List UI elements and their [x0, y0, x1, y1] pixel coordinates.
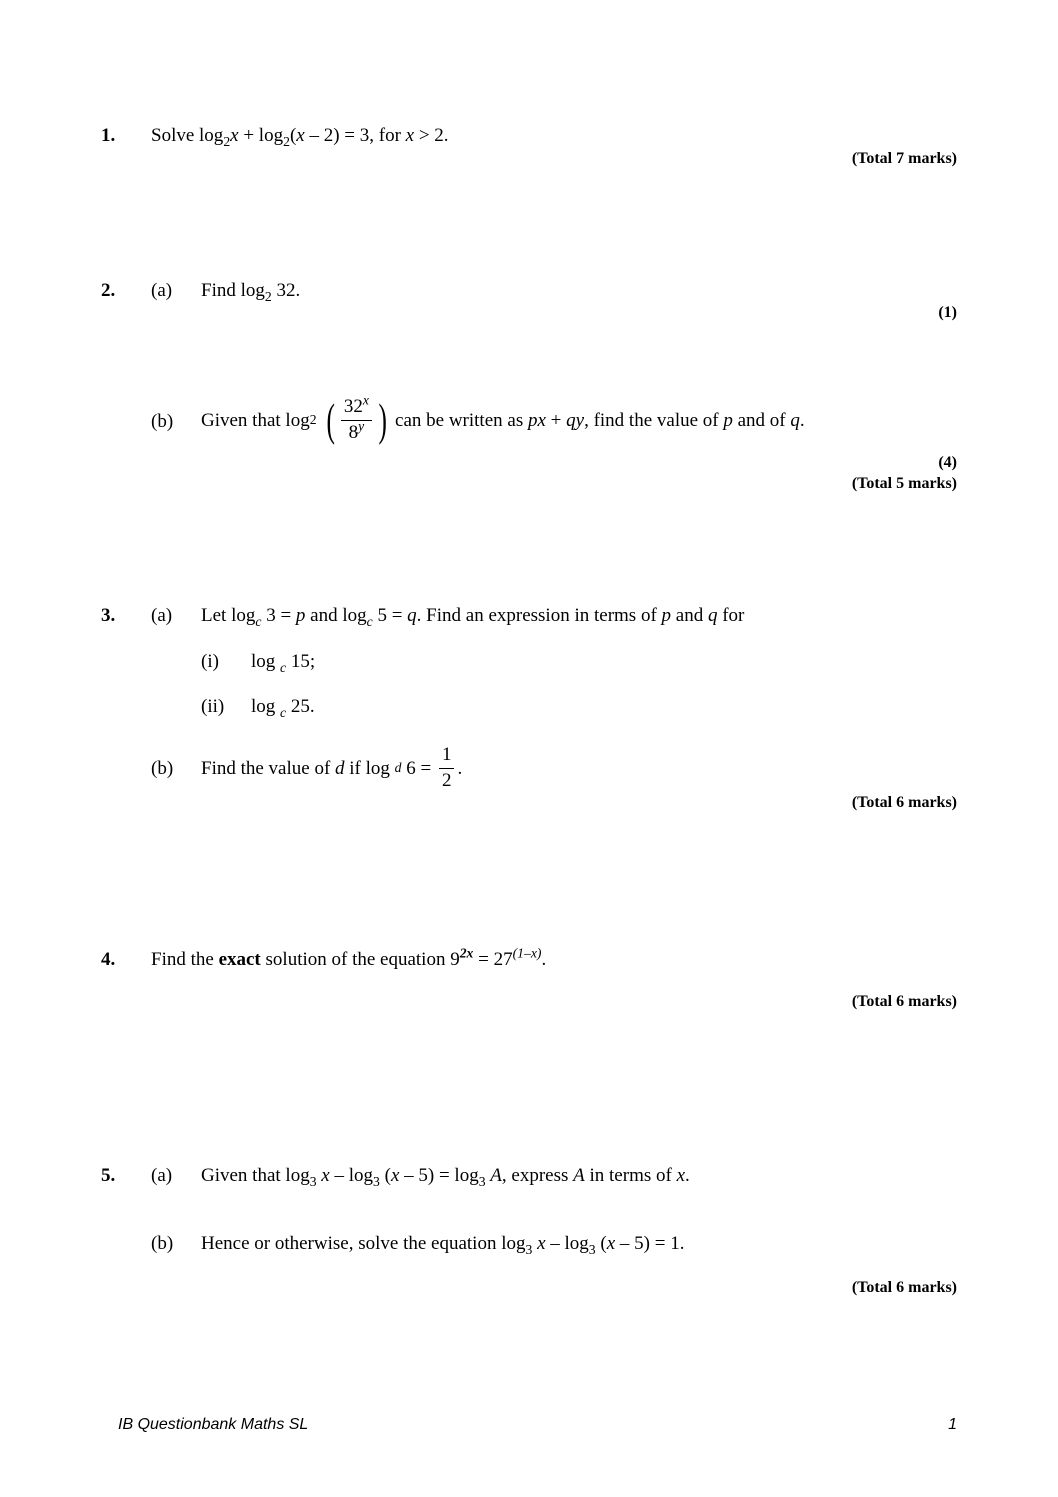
q3-i-label: (i)	[201, 651, 219, 672]
q2-b-p: p	[723, 409, 733, 431]
q4-exp1: 2x	[459, 945, 474, 961]
q3-a-c-2: c	[366, 613, 373, 629]
q5-b-x-2: x	[606, 1233, 616, 1254]
q2-b-post: , find the value of	[584, 409, 724, 431]
q2-b-pre: Given that log	[201, 409, 310, 431]
question-2-marks: (Total 5 marks)	[851, 475, 957, 492]
q1-x-3: x	[405, 125, 415, 146]
q3-b-eq: 6 =	[401, 757, 436, 779]
q2-a-marks: (1)	[938, 304, 957, 321]
q2-a-base: 2	[264, 288, 272, 304]
q1-plus-log: + log	[238, 125, 284, 146]
q1-solve: Solve log	[151, 125, 224, 146]
q3-ii-log: log	[251, 696, 281, 717]
q2-b-qy: qy	[566, 409, 585, 431]
question-5-number: 5.	[101, 1165, 116, 1186]
q2-b-numerator	[341, 392, 372, 421]
q5-b-text	[201, 1233, 685, 1257]
q5-a-minus: – log	[329, 1165, 374, 1186]
q3-i-text	[251, 651, 316, 675]
q5-a-text	[201, 1165, 690, 1189]
q5-a-open: (	[379, 1165, 391, 1186]
q5-b-minus: – log	[545, 1233, 589, 1254]
q2-b-and: and of	[732, 409, 791, 431]
q3-a-let: Let log	[201, 605, 256, 626]
q4-pre: Find the	[151, 949, 219, 970]
q3-ii-arg: 25.	[286, 696, 315, 717]
q5-b-pre: Hence or otherwise, solve the equation log	[201, 1233, 526, 1254]
q3-a-eq1: 3 =	[261, 605, 296, 626]
q5-b-base-2: 3	[588, 1241, 596, 1257]
footer-title: IB Questionbank Maths SL	[118, 1416, 309, 1433]
q2-b-end: .	[799, 409, 805, 431]
q5-a-A: A	[490, 1165, 502, 1186]
q2-b-num-base: 32	[343, 395, 363, 417]
q3-a-c: c	[255, 613, 262, 629]
q3-i-log: log	[251, 651, 281, 672]
q3-ii-c: c	[280, 704, 287, 720]
q3-a-find: . Find an expression in terms of	[416, 605, 662, 626]
q5-a-end: .	[685, 1165, 690, 1186]
left-paren: (	[325, 394, 335, 445]
q1-base-2: 2	[283, 133, 290, 149]
q3-ii-label: (ii)	[201, 696, 225, 717]
q3-b-find: Find the value of	[201, 757, 336, 779]
q5-a-label: (a)	[151, 1165, 173, 1186]
q3-b-num: 1	[439, 745, 455, 769]
q4-exact: exact	[218, 949, 261, 970]
page-number: 1	[948, 1416, 957, 1433]
question-1-number: 1.	[101, 125, 116, 146]
q3-i-c: c	[280, 659, 287, 675]
q5-a-A-2: A	[573, 1165, 585, 1186]
q5-a-x-3: x	[676, 1165, 686, 1186]
right-paren: )	[378, 394, 387, 445]
q2-b-text: Given that log 2 ( $\frac{32^x}{8^y}$ ) can be written as px + qy , find the value of p and of q .	[201, 392, 805, 445]
q3-a-text	[201, 605, 745, 629]
question-3-number: 3.	[101, 605, 116, 626]
q5-a-x: x	[321, 1165, 330, 1186]
q3-b-end: .	[457, 757, 463, 779]
q3-b-if: if log	[344, 757, 395, 779]
q2-a-text	[201, 280, 301, 304]
q3-ii-text	[251, 696, 315, 720]
q5-a-terms: in terms of	[584, 1165, 677, 1186]
q2-b-den-exp: y	[358, 417, 365, 433]
q2-b-px: px	[527, 409, 546, 431]
q4-exp2: (1–x)	[512, 945, 542, 961]
q4-end: .	[541, 949, 547, 970]
q3-i-arg: 15;	[286, 651, 316, 672]
question-1-marks: (Total 7 marks)	[851, 150, 957, 167]
q2-b-q: q	[790, 409, 800, 431]
q3-a-q: q	[407, 605, 417, 626]
q5-a-base-2: 3	[373, 1173, 380, 1189]
q2-b-fraction-group	[323, 392, 391, 445]
q2-b-mid: can be written as	[390, 409, 528, 431]
q3-a-and2: and	[671, 605, 708, 626]
q3-a-eq2: 5 =	[372, 605, 408, 626]
q2-b-marks: (4)	[938, 454, 957, 471]
q3-b-text	[201, 741, 462, 795]
q1-arg-close: – 2) = 3, for	[304, 125, 406, 146]
q5-a-express: , express	[501, 1165, 574, 1186]
q4-post: solution of the equation 9	[260, 949, 460, 970]
question-4-marks: (Total 6 marks)	[851, 993, 957, 1010]
q3-b-label: (b)	[151, 758, 174, 779]
question-1-text	[151, 125, 449, 149]
q5-a-base: 3	[309, 1173, 317, 1189]
q2-b-fraction	[341, 392, 372, 444]
q4-mid: = 27	[473, 949, 513, 970]
q1-x: x	[230, 125, 239, 146]
question-3-marks: (Total 6 marks)	[851, 794, 957, 811]
q2-b-label: (b)	[151, 411, 174, 432]
q5-a-pre: Given that log	[201, 1165, 310, 1186]
q3-a-for: for	[717, 605, 745, 626]
q5-a-base-3: 3	[478, 1173, 486, 1189]
q5-a-close: – 5) = log	[399, 1165, 479, 1186]
q3-b-d-base: d	[394, 760, 402, 775]
q5-b-x: x	[537, 1233, 546, 1254]
q3-b-fraction	[439, 745, 455, 792]
q5-a-x-2: x	[390, 1165, 400, 1186]
question-5-marks: (Total 6 marks)	[851, 1279, 957, 1296]
q3-b-d: d	[335, 757, 345, 779]
q1-base: 2	[223, 133, 231, 149]
q1-cond: > 2.	[414, 125, 449, 146]
q2-b-plus: +	[545, 409, 567, 431]
question-4-text	[151, 945, 547, 970]
q5-b-label: (b)	[151, 1233, 174, 1254]
q3-a-p-2: p	[661, 605, 672, 626]
q2-a-arg: 32.	[271, 280, 301, 301]
q3-a-p: p	[295, 605, 306, 626]
question-4-number: 4.	[101, 949, 116, 970]
q1-arg-open: (	[289, 125, 297, 146]
q5-b-base: 3	[525, 1241, 533, 1257]
q3-a-q-2: q	[707, 605, 718, 626]
question-2-number: 2.	[101, 280, 116, 301]
q5-b-close: – 5) = 1.	[615, 1233, 685, 1254]
q2-b-denominator	[346, 417, 368, 444]
q1-x-2: x	[296, 125, 305, 146]
q3-b-den: 2	[441, 769, 452, 791]
q2-a-label: (a)	[151, 280, 173, 301]
q2-a-find: Find log	[201, 280, 265, 301]
q3-a-label: (a)	[151, 605, 173, 626]
q3-a-and: and log	[305, 605, 367, 626]
q5-b-open: (	[595, 1233, 607, 1254]
q2-b-num-exp: x	[362, 392, 369, 408]
q2-b-den-base: 8	[348, 421, 359, 443]
